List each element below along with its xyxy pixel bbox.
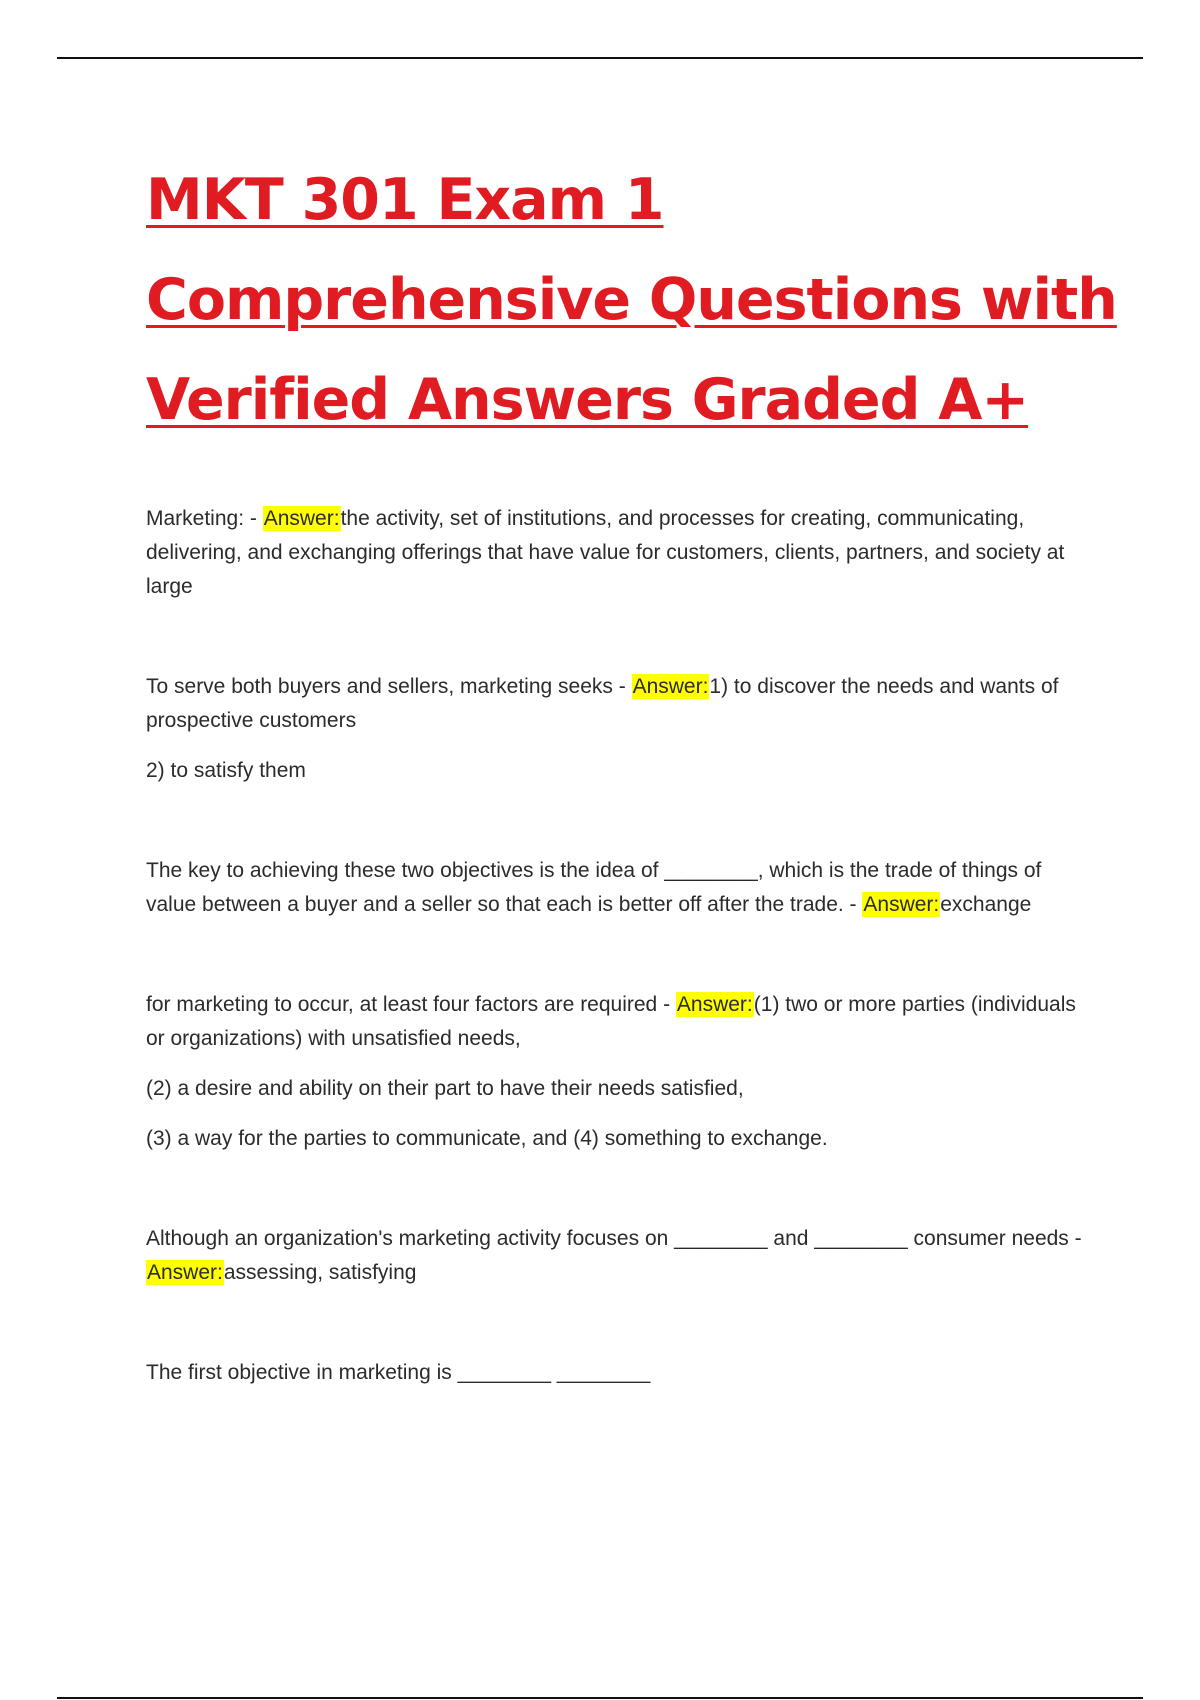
question-text: Marketing: - <box>146 507 263 530</box>
qa-question <box>146 1222 1086 1290</box>
question-text: Although an organization's marketing activity focuses on ________ and ________ consumer needs - <box>146 1227 1082 1250</box>
qa-item <box>146 1222 1086 1290</box>
qa-item <box>146 854 1086 922</box>
qa-list <box>146 502 1086 1390</box>
qa-question <box>146 1356 1086 1390</box>
answer-text: assessing, satisfying <box>223 1261 417 1284</box>
answer-continuation: (3) a way for the parties to communicate, and (4) something to exchange. <box>146 1127 828 1150</box>
qa-question <box>146 670 1086 738</box>
question-text: for marketing to occur, at least four factors are required - <box>146 993 676 1016</box>
answer-text: (1) two or more parties (individuals or organizations) with unsatisfied needs, <box>146 993 1076 1050</box>
question-text: The key to achieving these two objectives is the idea of ________, which is the trade of things of value between a buyer and a seller so that each is better off after the trade. - <box>146 859 1042 916</box>
qa-item <box>146 1356 1086 1390</box>
qa-item <box>146 502 1086 604</box>
qa-question <box>146 854 1086 922</box>
answer-continuation: 2) to satisfy them <box>146 759 306 782</box>
answer-label: Answer: <box>147 1261 223 1284</box>
question-text: The first objective in marketing is ________ ________ <box>146 1361 651 1384</box>
page-content <box>146 150 1117 1456</box>
bottom-rule <box>57 1697 1143 1699</box>
answer-label: Answer: <box>632 675 709 698</box>
answer-label: Answer: <box>863 893 940 916</box>
question-text: To serve both buyers and sellers, marketing seeks - <box>146 675 632 698</box>
title-line-1: MKT 301 Exam 1 <box>146 167 664 233</box>
title-line-2: Comprehensive Questions with <box>146 267 1117 333</box>
title-line-3: Verified Answers Graded A+ <box>146 367 1029 433</box>
answer-label: Answer: <box>676 993 753 1016</box>
qa-question <box>146 502 1086 604</box>
qa-question <box>146 988 1086 1056</box>
qa-item <box>146 670 1086 788</box>
answer-label: Answer: <box>263 507 340 530</box>
qa-item <box>146 988 1086 1156</box>
top-rule <box>57 57 1143 59</box>
answer-text: the activity, set of institutions, and processes for creating, communicating, delivering, and exchanging offerings that have value for customers, clients, partners, and society at large <box>146 507 1065 598</box>
answer-text: 1) to discover the needs and wants of prospective customers <box>146 675 1059 732</box>
answer-continuation: (2) a desire and ability on their part to have their needs satisfied, <box>146 1077 744 1100</box>
answer-text: exchange <box>940 893 1032 916</box>
document-title <box>146 150 1117 450</box>
